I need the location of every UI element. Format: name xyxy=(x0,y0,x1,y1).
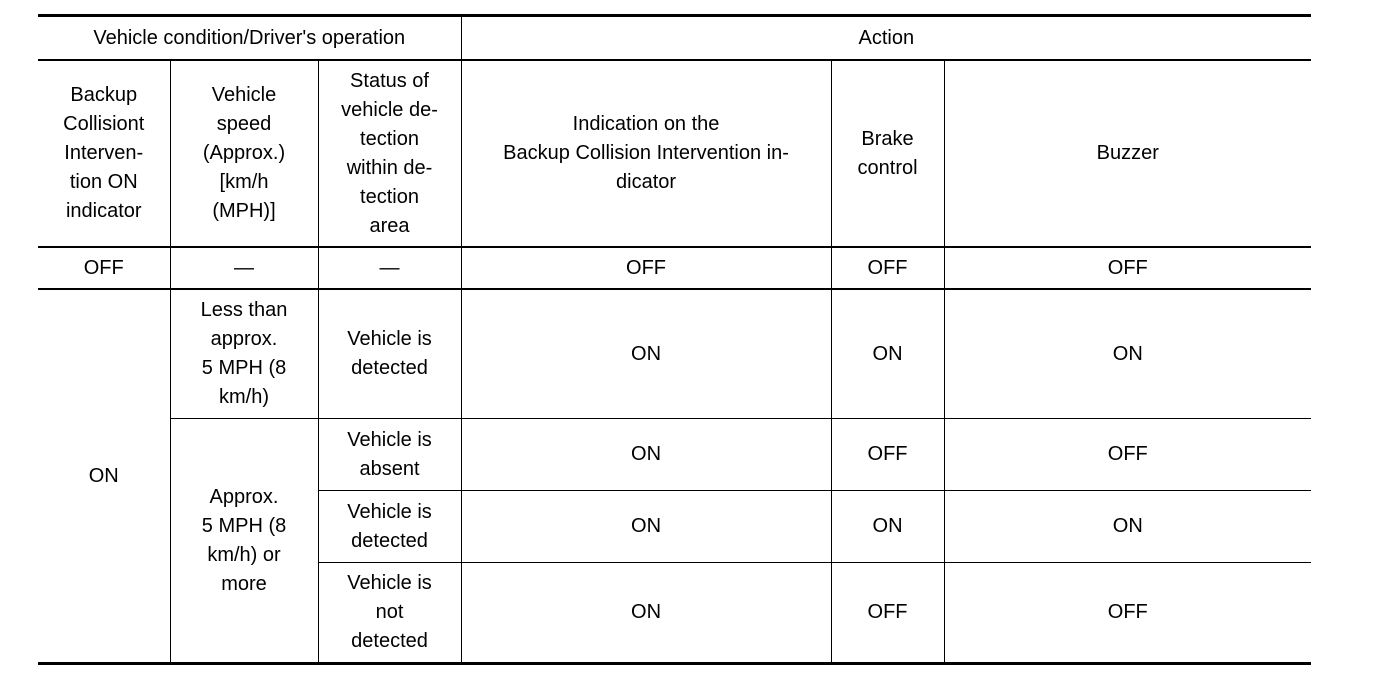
buzzer-column-header: Buzzer xyxy=(944,60,1311,247)
brake-column-header: Brake control xyxy=(831,60,944,247)
brake-cell: ON xyxy=(831,289,944,419)
table-row xyxy=(38,289,1311,419)
indication-cell: OFF xyxy=(461,247,831,289)
indication-column-header: Indication on the Backup Collision Intervention in- dicator xyxy=(461,60,831,247)
brake-cell: OFF xyxy=(831,563,944,664)
status-cell: — xyxy=(318,247,461,289)
speed-cell: Less than approx. 5 MPH (8 km/h) xyxy=(170,289,318,419)
indicator-cell: ON xyxy=(38,289,170,664)
table-row xyxy=(38,247,1311,289)
buzzer-cell: ON xyxy=(944,289,1311,419)
status-cell: Vehicle is absent xyxy=(318,419,461,491)
status-cell: Vehicle is not detected xyxy=(318,563,461,664)
brake-cell: OFF xyxy=(831,419,944,491)
buzzer-cell: OFF xyxy=(944,563,1311,664)
action-group-header: Action xyxy=(461,16,1311,61)
buzzer-cell: OFF xyxy=(944,247,1311,289)
indicator-column-header: Backup Collisiont Interven- tion ON indicator xyxy=(38,60,170,247)
speed-cell: — xyxy=(170,247,318,289)
speed-cell: Approx. 5 MPH (8 km/h) or more xyxy=(170,419,318,664)
brake-cell: ON xyxy=(831,491,944,563)
indication-cell: ON xyxy=(461,563,831,664)
brake-cell: OFF xyxy=(831,247,944,289)
indication-cell: ON xyxy=(461,491,831,563)
buzzer-cell: OFF xyxy=(944,419,1311,491)
indicator-cell: OFF xyxy=(38,247,170,289)
status-cell: Vehicle is detected xyxy=(318,491,461,563)
buzzer-cell: ON xyxy=(944,491,1311,563)
indication-cell: ON xyxy=(461,289,831,419)
status-cell: Vehicle is detected xyxy=(318,289,461,419)
table-row xyxy=(38,419,1311,491)
status-column-header: Status of vehicle de- tection within de- tection area xyxy=(318,60,461,247)
speed-column-header: Vehicle speed (Approx.) [km/h (MPH)] xyxy=(170,60,318,247)
operation-table xyxy=(38,14,1311,665)
condition-group-header: Vehicle condition/Driver's operation xyxy=(38,16,461,61)
indication-cell: ON xyxy=(461,419,831,491)
